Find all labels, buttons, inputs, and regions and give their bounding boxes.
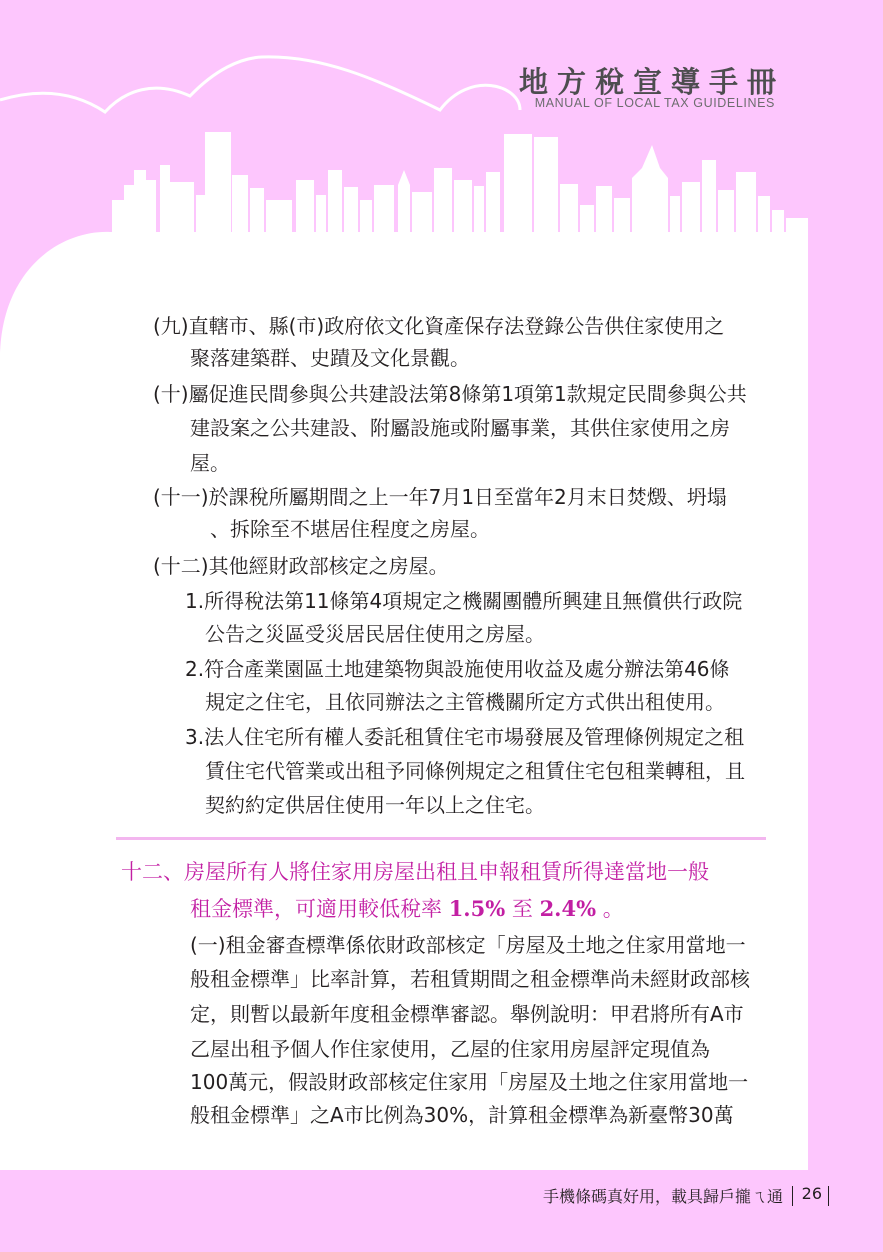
item12-sub2-line1: 2.符合產業園區土地建築物與設施使用收益及處分辦法第46條 [185, 657, 730, 681]
section12-heading-line2 [190, 896, 624, 922]
cloud-outline [0, 57, 520, 112]
item12-sub2-line2: 規定之住宅，且依同辦法之主管機關所定方式供出租使用。 [205, 690, 725, 714]
city-skyline [112, 132, 808, 240]
section-divider [116, 837, 766, 840]
heading-suffix: 。 [602, 897, 624, 921]
rate-high: 2.4% [539, 896, 597, 921]
item12-line1: (十二)其他經財政部核定之房屋。 [153, 554, 449, 578]
handbook-title: 地方稅宣導手冊 [518, 65, 785, 99]
item12-sub1-line1: 1.所得稅法第11條第4項規定之機關團體所興建且無償供行政院 [185, 589, 743, 613]
rate-low: 1.5% [448, 896, 506, 921]
item9-line2: 聚落建築群、史蹟及文化景觀。 [190, 346, 470, 370]
section12-body-line: 乙屋出租予個人作住家使用，乙屋的住家用房屋評定現值為 [190, 1037, 710, 1061]
item10-line2: 建設案之公共建設、附屬設施或附屬事業，其供住家使用之房 [190, 416, 730, 440]
item12-sub3-line1: 3.法人住宅所有權人委託租賃住宅市場發展及管理條例規定之租 [185, 725, 745, 749]
item12-sub3-line2: 賃住宅代管業或出租予同條例規定之租賃住宅包租業轉租，且 [205, 759, 745, 783]
item9-line1: (九)直轄市、縣(市)政府依文化資產保存法登錄公告供住家使用之 [153, 314, 725, 338]
footer-slogan: 手機條碼真好用，載具歸戶攏ㄟ通 [542, 1187, 783, 1206]
item11-line2: 、拆除至不堪居住程度之房屋。 [210, 517, 490, 541]
item12-sub3-line3: 契約約定供居住使用一年以上之住宅。 [205, 793, 545, 817]
rate-separator: 至 [511, 897, 533, 921]
section12-body-line: 般租金標準」之A市比例為30%，計算租金標準為新臺幣30萬 [190, 1103, 734, 1127]
item11-line1: (十一)於課稅所屬期間之上一年7月1日至當年2月末日焚燬、坍塌 [153, 485, 727, 509]
heading-prefix: 租金標準，可適用較低稅率 [190, 897, 442, 921]
section12-body-line: (一)租金審查標準係依財政部核定「房屋及土地之住家用當地一 [190, 933, 746, 957]
page-number: 26 [801, 1184, 822, 1203]
section12-body-line: 100萬元，假設財政部核定住家用「房屋及土地之住家用當地一 [190, 1070, 749, 1094]
section12-body-line: 般租金標準」比率計算，若租賃期間之租金標準尚未經財政部核 [190, 967, 750, 991]
section12-heading-line1: 十二、房屋所有人將住家用房屋出租且申報租賃所得達當地一般 [121, 860, 709, 884]
footer-divider-left [792, 1186, 793, 1206]
item12-sub1-line2: 公告之災區受災居民居住使用之房屋。 [205, 622, 545, 646]
handbook-subtitle: MANUAL OF LOCAL TAX GUIDELINES [534, 96, 775, 110]
section12-body-line: 定，則暫以最新年度租金標準審認。舉例說明：甲君將所有A市 [190, 1002, 744, 1026]
item10-line3: 屋。 [190, 451, 230, 475]
item10-line1: (十)屬促進民間參與公共建設法第8條第1項第1款規定民間參與公共 [153, 382, 747, 406]
footer-divider-right [828, 1186, 829, 1206]
